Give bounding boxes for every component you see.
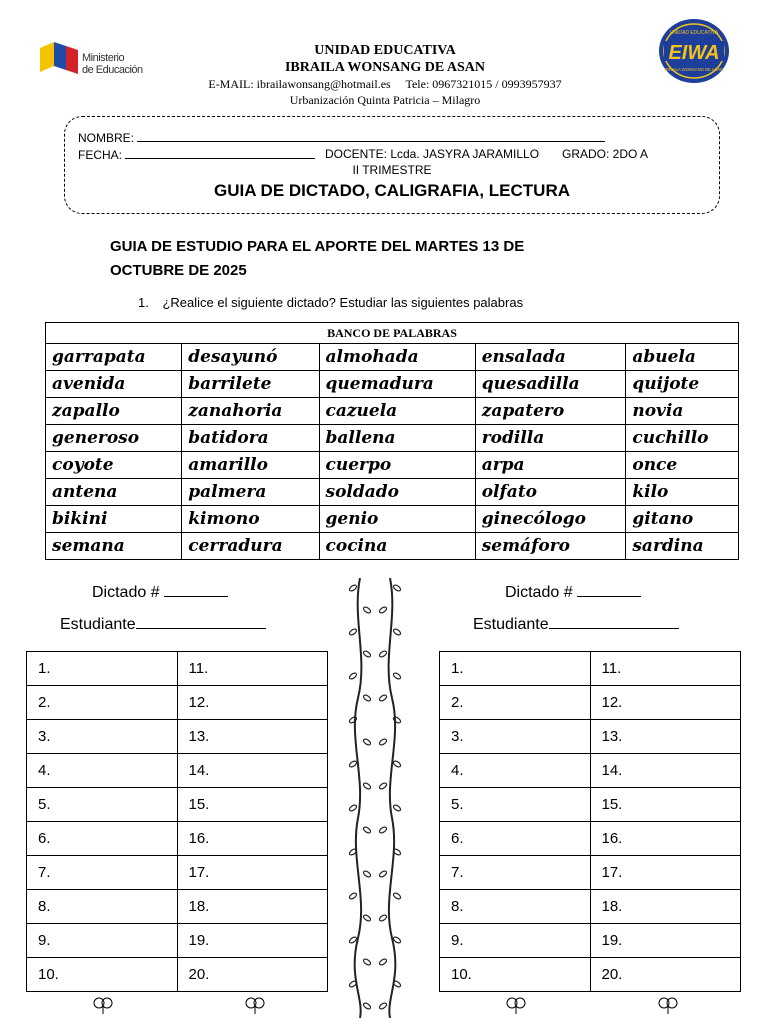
dictado-answer-cell[interactable]: 4. — [27, 754, 178, 788]
dictado-row — [440, 720, 741, 754]
dictado-answer-cell[interactable]: 14. — [177, 754, 328, 788]
dictado-label-text: Dictado # — [505, 584, 573, 601]
word-bank-cell: ginecólogo — [475, 506, 626, 533]
grado: GRADO: 2DO A — [562, 147, 649, 161]
school-name: IBRAILA WONSANG DE ASAN — [284, 60, 486, 75]
dictado-answer-cell[interactable]: 15. — [177, 788, 328, 822]
word-bank-cell: cazuela — [319, 398, 475, 425]
word-bank-cell: once — [626, 452, 739, 479]
dictado-answer-cell[interactable]: 6. — [27, 822, 178, 856]
flower-doodle-icon — [655, 994, 681, 1014]
word-bank-cell: quijote — [626, 371, 739, 398]
word-bank-cell: cuerpo — [319, 452, 475, 479]
flower-doodle-icon — [242, 994, 268, 1014]
word-bank-row — [46, 452, 739, 479]
word-bank-cell: ballena — [319, 425, 475, 452]
dictado-table-left — [26, 651, 328, 992]
word-bank-cell: soldado — [319, 479, 475, 506]
dictado-row — [440, 924, 741, 958]
word-bank-header: BANCO DE PALABRAS — [46, 323, 739, 344]
word-bank-row — [46, 371, 739, 398]
student-label-text: Estudiante — [473, 616, 549, 633]
dictado-label-left — [92, 582, 228, 602]
word-bank-cell: quesadilla — [475, 371, 626, 398]
fecha-field[interactable] — [125, 147, 315, 159]
dictado-answer-cell[interactable]: 16. — [177, 822, 328, 856]
dictado-answer-cell[interactable]: 5. — [27, 788, 178, 822]
word-bank-table — [45, 322, 739, 560]
word-bank-cell: novia — [626, 398, 739, 425]
word-bank-row — [46, 479, 739, 506]
dictado-answer-cell[interactable]: 6. — [440, 822, 591, 856]
dictado-answer-cell[interactable]: 1. — [27, 652, 178, 686]
dictado-row — [440, 652, 741, 686]
dictado-answer-cell[interactable]: 12. — [590, 686, 741, 720]
dictado-answer-cell[interactable]: 19. — [590, 924, 741, 958]
dictado-answer-cell[interactable]: 14. — [590, 754, 741, 788]
word-bank-cell: avenida — [46, 371, 182, 398]
dictado-answer-cell[interactable]: 3. — [27, 720, 178, 754]
dictado-answer-cell[interactable]: 1. — [440, 652, 591, 686]
dictado-answer-cell[interactable]: 20. — [590, 958, 741, 992]
nombre-label: NOMBRE: — [78, 131, 135, 145]
word-bank-cell: semana — [46, 533, 182, 560]
dictado-answer-cell[interactable]: 18. — [590, 890, 741, 924]
dictado-row — [27, 788, 328, 822]
word-bank-cell: genio — [319, 506, 475, 533]
dictado-row — [440, 754, 741, 788]
dictado-answer-cell[interactable]: 13. — [177, 720, 328, 754]
dictado-answer-cell[interactable]: 5. — [440, 788, 591, 822]
student-field-right[interactable] — [549, 614, 679, 629]
guide-heading — [110, 235, 630, 283]
dictado-answer-cell[interactable]: 8. — [440, 890, 591, 924]
dictado-row — [440, 856, 741, 890]
dictado-answer-cell[interactable]: 20. — [177, 958, 328, 992]
word-bank-cell: almohada — [319, 344, 475, 371]
word-bank-cell: garrapata — [46, 344, 182, 371]
school-contact: E-MAIL: ibrailawonsang@hotmail.es Tele: 0967321015 / 0993957937 — [208, 77, 562, 91]
dictado-answer-cell[interactable]: 8. — [27, 890, 178, 924]
word-bank-cell: desayunó — [182, 344, 319, 371]
vine-divider-icon — [340, 578, 410, 1018]
dictado-row — [440, 788, 741, 822]
student-field-left[interactable] — [136, 614, 266, 629]
eiwa-top-text: UNIDAD EDUCATIVA — [669, 30, 719, 36]
dictado-answer-cell[interactable]: 12. — [177, 686, 328, 720]
dictado-answer-cell[interactable]: 11. — [590, 652, 741, 686]
question-number: 1. — [138, 295, 149, 310]
word-bank-cell: antena — [46, 479, 182, 506]
dictado-answer-cell[interactable]: 9. — [440, 924, 591, 958]
dictado-answer-cell[interactable]: 3. — [440, 720, 591, 754]
dictado-answer-cell[interactable]: 4. — [440, 754, 591, 788]
word-bank-cell: coyote — [46, 452, 182, 479]
word-bank-cell: palmera — [182, 479, 319, 506]
word-bank-cell: bikini — [46, 506, 182, 533]
fecha-label: FECHA: — [78, 148, 123, 162]
word-bank-cell: amarillo — [182, 452, 319, 479]
dictado-answer-cell[interactable]: 7. — [440, 856, 591, 890]
word-bank-cell: sardina — [626, 533, 739, 560]
dictado-answer-cell[interactable]: 15. — [590, 788, 741, 822]
dictado-row — [27, 924, 328, 958]
word-bank-cell: semáforo — [475, 533, 626, 560]
word-bank-cell: zanahoria — [182, 398, 319, 425]
dictado-row — [440, 890, 741, 924]
word-bank-row — [46, 398, 739, 425]
ministry-text-2: de Educación — [82, 64, 143, 76]
word-bank-cell: rodilla — [475, 425, 626, 452]
word-bank-cell: cuchillo — [626, 425, 739, 452]
word-bank-cell: barrilete — [182, 371, 319, 398]
word-bank-cell: zapatero — [475, 398, 626, 425]
word-bank-row — [46, 425, 739, 452]
question-text: ¿Realice el siguiente dictado? Estudiar las siguientes palabras — [162, 295, 524, 310]
school-type: UNIDAD EDUCATIVA — [314, 43, 456, 58]
word-bank-cell: zapallo — [46, 398, 182, 425]
eiwa-logo-text: EIWA — [668, 42, 720, 64]
word-bank-cell: abuela — [626, 344, 739, 371]
dictado-row — [27, 720, 328, 754]
nombre-field[interactable] — [137, 130, 605, 142]
dictado-answer-cell[interactable]: 16. — [590, 822, 741, 856]
word-bank-cell: kilo — [626, 479, 739, 506]
dictado-row — [440, 822, 741, 856]
word-bank-cell: kimono — [182, 506, 319, 533]
word-bank-cell: cocina — [319, 533, 475, 560]
flower-doodle-icon — [90, 994, 116, 1014]
dictado-answer-cell[interactable]: 2. — [440, 686, 591, 720]
word-bank-cell: generoso — [46, 425, 182, 452]
dictado-row — [440, 686, 741, 720]
dictado-row — [27, 686, 328, 720]
school-address: Urbanización Quinta Patricia – Milagro — [289, 93, 481, 107]
fecha-row — [78, 147, 315, 162]
eiwa-logo — [658, 18, 730, 84]
trimestre: II TRIMESTRE — [352, 163, 432, 177]
dictado-row — [27, 754, 328, 788]
word-bank-cell: gitano — [626, 506, 739, 533]
word-bank-cell: olfato — [475, 479, 626, 506]
guide-heading-line1: GUIA DE ESTUDIO PARA EL APORTE DEL MARTES 13 DE — [110, 238, 525, 255]
dictado-answer-cell[interactable]: 11. — [177, 652, 328, 686]
nombre-row — [78, 130, 605, 145]
dictado-answer-cell[interactable]: 17. — [177, 856, 328, 890]
dictado-answer-cell[interactable]: 18. — [177, 890, 328, 924]
dictado-label-text: Dictado # — [92, 584, 160, 601]
dictado-answer-cell[interactable]: 19. — [177, 924, 328, 958]
guide-heading-line2: OCTUBRE DE 2025 — [110, 262, 247, 279]
word-bank-row — [46, 533, 739, 560]
dictado-row — [27, 652, 328, 686]
word-bank-cell: ensalada — [475, 344, 626, 371]
eiwa-bottom-text: IBRAILA WONSANG DE ASAN — [664, 67, 724, 72]
page-title: GUIA DE DICTADO, CALIGRAFIA, LECTURA — [213, 181, 571, 200]
dictado-answer-cell[interactable]: 10. — [27, 958, 178, 992]
word-bank-row — [46, 506, 739, 533]
word-bank-cell: cerradura — [182, 533, 319, 560]
dictado-label-right — [505, 582, 641, 602]
dictado-number-field-right[interactable] — [577, 582, 641, 597]
word-bank-row — [46, 344, 739, 371]
ecuador-flag-icon — [40, 42, 78, 78]
dictado-answer-cell[interactable]: 7. — [27, 856, 178, 890]
dictado-row — [440, 958, 741, 992]
word-bank-cell: arpa — [475, 452, 626, 479]
dictado-answer-cell[interactable]: 13. — [590, 720, 741, 754]
ministry-logo — [40, 42, 150, 82]
student-label-left — [60, 614, 266, 634]
dictado-row — [27, 890, 328, 924]
word-bank-cell: batidora — [182, 425, 319, 452]
question-1 — [138, 295, 523, 310]
student-label-right — [473, 614, 679, 634]
dictado-answer-cell[interactable]: 17. — [590, 856, 741, 890]
dictado-row — [27, 856, 328, 890]
dictado-table-right — [439, 651, 741, 992]
flower-doodle-icon — [503, 994, 529, 1014]
dictado-row — [27, 958, 328, 992]
ministry-text-1: Ministerio — [82, 52, 125, 64]
dictado-row — [27, 822, 328, 856]
dictado-answer-cell[interactable]: 2. — [27, 686, 178, 720]
dictado-number-field-left[interactable] — [164, 582, 228, 597]
student-label-text: Estudiante — [60, 616, 136, 633]
dictado-answer-cell[interactable]: 10. — [440, 958, 591, 992]
dictado-answer-cell[interactable]: 9. — [27, 924, 178, 958]
docente: DOCENTE: Lcda. JASYRA JARAMILLO — [325, 147, 540, 161]
word-bank-cell: quemadura — [319, 371, 475, 398]
